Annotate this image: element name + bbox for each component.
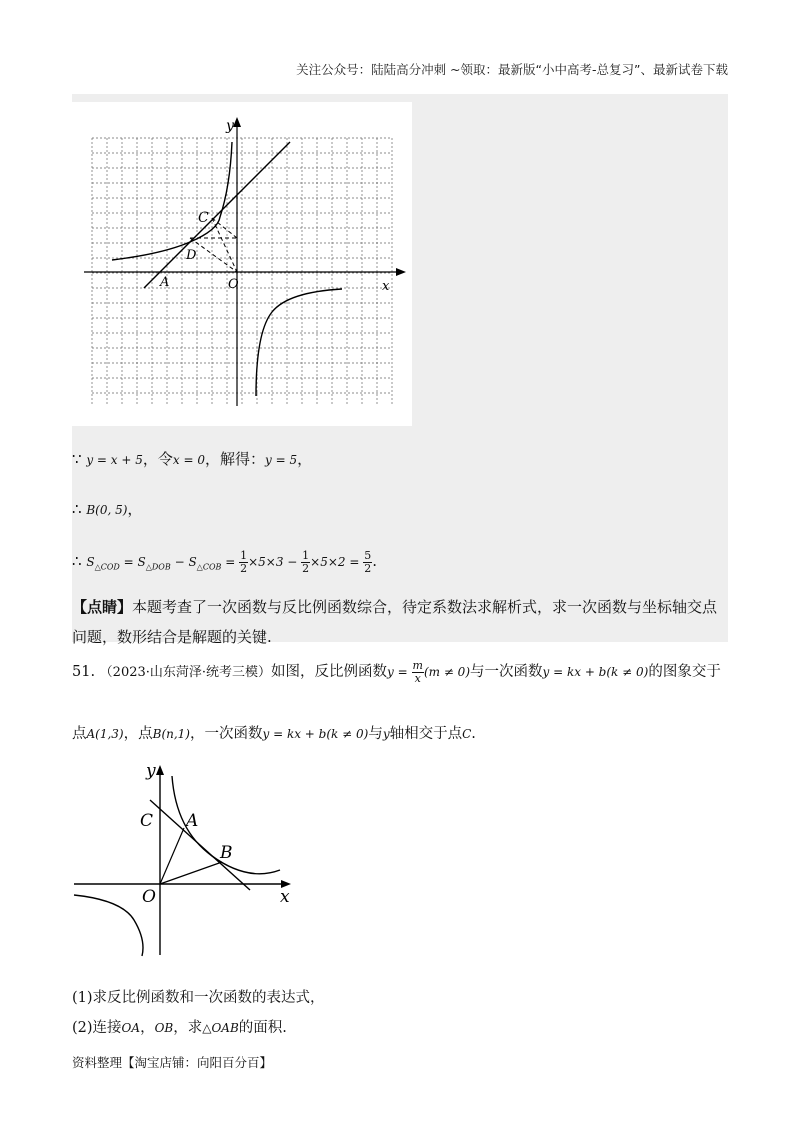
subquestion-2 <box>72 1016 287 1037</box>
page-header: 关注公众号：陆陆高分冲刺 ~领取：最新版“小中高考-总复习”、最新试卷下载 <box>296 62 728 77</box>
text-solve: ，解得： <box>205 450 266 468</box>
fraction-result <box>363 550 372 574</box>
text-let: ，令 <box>142 450 173 468</box>
solution-line-3 <box>72 550 377 574</box>
inverse-condition: (m ≠ 0) <box>423 665 470 680</box>
hyperbola-branch-upper <box>112 142 232 260</box>
numerator: m <box>412 659 423 672</box>
point-a: A(1,3) <box>86 727 124 741</box>
question-text: ，点 <box>123 726 153 742</box>
s-symbol: S <box>86 555 95 570</box>
line-ab <box>150 800 250 890</box>
denominator: x <box>414 671 421 685</box>
minus: − <box>170 555 189 570</box>
hyperbola-branch-third <box>74 895 143 956</box>
question-text: 的图象交于 <box>648 664 721 681</box>
segment-ob-label: OB <box>154 1021 174 1035</box>
subscript-cod: △COD <box>94 562 120 572</box>
question-text: 与 <box>368 726 383 742</box>
label-x: x <box>280 887 290 907</box>
question-text: 点 <box>72 726 87 742</box>
inverse-lhs: y = <box>387 665 412 680</box>
question-text: 轴相交于点 <box>389 726 463 742</box>
text: 的面积. <box>238 1020 287 1036</box>
y-axis-arrow-icon <box>233 117 241 127</box>
therefore-symbol: ∴ <box>72 552 82 571</box>
punct: ， <box>140 1020 155 1036</box>
point-c: C <box>462 727 472 741</box>
triangle-oab: △OAB <box>202 1021 239 1035</box>
term-2: ×5×2 = <box>310 555 364 570</box>
question-51-line-1 <box>72 660 721 684</box>
label-c: C <box>140 811 154 831</box>
hyperbola-branch-lower <box>256 289 342 396</box>
x-axis-arrow-icon <box>396 268 406 276</box>
question-graph <box>72 760 300 960</box>
solution-line-1 <box>72 448 312 469</box>
result-y: y = 5 <box>265 453 298 467</box>
subscript-dob: △DOB <box>145 562 171 572</box>
label-x: x <box>382 279 390 294</box>
y-axis-arrow-icon <box>156 765 164 775</box>
line-graph <box>144 142 290 288</box>
text: ，求 <box>173 1020 203 1036</box>
question-text: ，一次函数 <box>189 726 263 742</box>
subquestion-1: (1)求反比例函数和一次函数的表达式， <box>72 990 325 1006</box>
inverse-fraction <box>412 660 424 684</box>
subscript-cob: △COB <box>196 562 222 572</box>
solution-line-2 <box>72 498 142 519</box>
fraction-half-1 <box>239 550 248 574</box>
equals: = <box>119 555 138 570</box>
point-b: B(n,1) <box>152 727 190 741</box>
label-a: A <box>186 811 199 831</box>
question-text: 与一次函数 <box>470 664 543 681</box>
y-variable: y <box>382 727 390 741</box>
label-y: y <box>146 761 156 781</box>
label-c: C <box>198 210 209 226</box>
linear-function: y = kx + b(k ≠ 0) <box>262 727 369 741</box>
label-a: A <box>160 275 170 290</box>
s-symbol: S <box>188 555 197 570</box>
question-figure <box>72 760 300 960</box>
linear-function: y = kx + b(k ≠ 0) <box>542 665 649 680</box>
term-1: ×5×3 − <box>248 555 302 570</box>
point-b: B(0, 5) <box>86 503 128 517</box>
label-d: D <box>186 248 197 263</box>
segment-oa-label: OA <box>121 1021 141 1035</box>
area-cod <box>86 555 120 572</box>
numerator: 5 <box>364 549 372 562</box>
numerator: 1 <box>240 549 248 562</box>
label-y: y <box>226 118 234 134</box>
because-symbol: ∵ <box>72 450 82 468</box>
equals: = <box>221 555 240 570</box>
solution-graph <box>72 102 412 426</box>
label-b: B <box>220 843 233 863</box>
area-dob <box>137 555 171 572</box>
comment-label: 【点睛】 <box>72 598 133 616</box>
text: (2)连接 <box>72 1020 122 1036</box>
segment-oa <box>160 828 184 884</box>
condition-x: x = 0 <box>172 453 205 467</box>
equation-line: y = x + 5 <box>86 453 143 467</box>
label-o: O <box>228 277 239 292</box>
label-o: O <box>142 887 156 907</box>
fraction-half-2 <box>301 550 310 574</box>
therefore-symbol: ∴ <box>72 500 82 518</box>
segment-ob <box>160 862 222 884</box>
denominator: 2 <box>364 561 372 575</box>
question-number: 51. <box>72 664 96 681</box>
hyperbola-line-graph <box>72 102 412 426</box>
comment-text: 本题考查了一次函数与反比例函数综合，待定系数法求解析式，求一次函数与坐标轴交点问题，数形结合是解题的关键. <box>72 598 718 646</box>
segment-co <box>212 218 237 272</box>
denominator: 2 <box>302 561 310 575</box>
solution-comment <box>72 592 728 652</box>
s-symbol: S <box>137 555 146 570</box>
punct: ， <box>297 450 313 468</box>
question-51-line-2 <box>72 722 476 743</box>
punct: . <box>471 726 476 742</box>
area-cob <box>188 555 222 572</box>
punct: . <box>372 552 377 571</box>
punct: ， <box>127 500 143 518</box>
question-source: （2023·山东菏泽·统考三模） <box>99 665 272 681</box>
page-footer: 资料整理【淘宝店铺：向阳百分百】 <box>72 1055 273 1070</box>
numerator: 1 <box>302 549 310 562</box>
question-text: 如图，反比例函数 <box>271 664 388 681</box>
denominator: 2 <box>240 561 248 575</box>
